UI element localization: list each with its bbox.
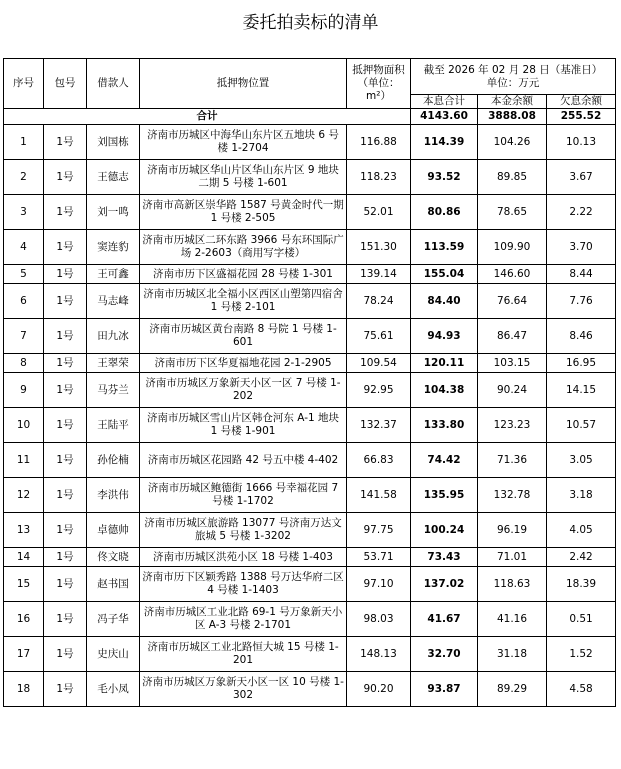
row-package: 1号 [44, 672, 87, 707]
table-row [4, 637, 616, 672]
row-borrower: 卓德帅 [87, 513, 140, 548]
page-title: 委托拍卖标的清单 [242, 13, 379, 33]
row-location: 济南市高新区崇华路 1587 号黄金时代一期 1 号楼 2-505 [140, 195, 347, 230]
row-location: 济南市历城区黄台南路 8 号院 1 号楼 1-601 [140, 319, 347, 354]
row-borrower: 刘国栋 [87, 125, 140, 160]
header-borrower: 借款人 [87, 59, 140, 109]
row-total: 133.80 [411, 408, 478, 443]
row-total: 114.39 [411, 125, 478, 160]
table-row [4, 284, 616, 319]
table-row [4, 513, 616, 548]
row-borrower: 王可鑫 [87, 265, 140, 284]
row-package: 1号 [44, 230, 87, 265]
row-interest: 7.76 [547, 284, 616, 319]
row-total: 100.24 [411, 513, 478, 548]
row-area: 66.83 [347, 443, 411, 478]
table-row [4, 672, 616, 707]
row-location: 济南市历城区万象新天小区一区 7 号楼 1-202 [140, 373, 347, 408]
row-total: 93.87 [411, 672, 478, 707]
row-borrower: 马志峰 [87, 284, 140, 319]
row-area: 78.24 [347, 284, 411, 319]
row-package: 1号 [44, 284, 87, 319]
row-area: 141.58 [347, 478, 411, 513]
row-location: 济南市历下区盛福花园 28 号楼 1-301 [140, 265, 347, 284]
row-area: 52.01 [347, 195, 411, 230]
header-interest: 欠息余额 [547, 95, 616, 109]
row-seq: 8 [4, 354, 44, 373]
row-interest: 3.70 [547, 230, 616, 265]
summary-total: 4143.60 [411, 109, 478, 125]
row-location: 济南市历城区北全福小区西区山塑第四宿舍 1 号楼 2-101 [140, 284, 347, 319]
row-area: 151.30 [347, 230, 411, 265]
row-interest: 0.51 [547, 602, 616, 637]
row-seq: 12 [4, 478, 44, 513]
row-seq: 15 [4, 567, 44, 602]
row-area: 132.37 [347, 408, 411, 443]
row-area: 98.03 [347, 602, 411, 637]
row-seq: 11 [4, 443, 44, 478]
summary-label: 合计 [4, 109, 411, 125]
row-location: 济南市历城区中海华山东片区五地块 6 号楼 1-2704 [140, 125, 347, 160]
table-row [4, 319, 616, 354]
row-borrower: 马芬兰 [87, 373, 140, 408]
header-date-unit [411, 59, 616, 95]
summary-interest: 255.52 [547, 109, 616, 125]
row-location: 济南市历城区万象新天小区一区 10 号楼 1-302 [140, 672, 347, 707]
row-total: 74.42 [411, 443, 478, 478]
row-principal: 90.24 [478, 373, 547, 408]
row-borrower: 窦连豹 [87, 230, 140, 265]
row-seq: 14 [4, 548, 44, 567]
row-total: 155.04 [411, 265, 478, 284]
row-area: 139.14 [347, 265, 411, 284]
row-location: 济南市历城区洪苑小区 18 号楼 1-403 [140, 548, 347, 567]
table-row [4, 478, 616, 513]
row-package: 1号 [44, 567, 87, 602]
row-seq: 17 [4, 637, 44, 672]
table-row [4, 230, 616, 265]
row-seq: 3 [4, 195, 44, 230]
row-principal: 132.78 [478, 478, 547, 513]
row-principal: 71.36 [478, 443, 547, 478]
row-principal: 146.60 [478, 265, 547, 284]
row-principal: 76.64 [478, 284, 547, 319]
row-borrower: 李洪伟 [87, 478, 140, 513]
row-principal: 123.23 [478, 408, 547, 443]
row-borrower: 毛小凤 [87, 672, 140, 707]
table-row [4, 567, 616, 602]
table-row [4, 195, 616, 230]
row-location: 济南市历城区工业北路恒大城 15 号楼 1-201 [140, 637, 347, 672]
row-location: 济南市历城区二环东路 3966 号东环国际广场 2-2603（商用写字楼） [140, 230, 347, 265]
row-interest: 2.42 [547, 548, 616, 567]
table-row [4, 602, 616, 637]
row-seq: 7 [4, 319, 44, 354]
row-principal: 109.90 [478, 230, 547, 265]
row-borrower: 王翠荣 [87, 354, 140, 373]
row-interest: 14.15 [547, 373, 616, 408]
row-location: 济南市历城区工业北路 69-1 号万象新天小区 A-3 号楼 2-1701 [140, 602, 347, 637]
row-borrower: 冯子华 [87, 602, 140, 637]
row-package: 1号 [44, 602, 87, 637]
auction-list-table [3, 58, 616, 707]
row-borrower: 田九冰 [87, 319, 140, 354]
row-principal: 104.26 [478, 125, 547, 160]
row-seq: 18 [4, 672, 44, 707]
row-area: 116.88 [347, 125, 411, 160]
row-interest: 10.57 [547, 408, 616, 443]
row-interest: 2.22 [547, 195, 616, 230]
row-interest: 1.52 [547, 637, 616, 672]
row-total: 104.38 [411, 373, 478, 408]
table-row [4, 548, 616, 567]
row-package: 1号 [44, 265, 87, 284]
row-area: 90.20 [347, 672, 411, 707]
row-location: 济南市历下区华夏福地花园 2-1-2905 [140, 354, 347, 373]
row-location: 济南市历城区花园路 42 号五中楼 4-402 [140, 443, 347, 478]
header-package: 包号 [44, 59, 87, 109]
row-borrower: 史庆山 [87, 637, 140, 672]
row-seq: 6 [4, 284, 44, 319]
row-package: 1号 [44, 548, 87, 567]
row-area: 148.13 [347, 637, 411, 672]
row-principal: 103.15 [478, 354, 547, 373]
row-area: 75.61 [347, 319, 411, 354]
row-package: 1号 [44, 637, 87, 672]
row-principal: 78.65 [478, 195, 547, 230]
row-principal: 86.47 [478, 319, 547, 354]
row-location: 济南市历城区鲍德街 1666 号幸福花园 7 号楼 1-1702 [140, 478, 347, 513]
header-principal: 本金余额 [478, 95, 547, 109]
row-seq: 5 [4, 265, 44, 284]
row-principal: 71.01 [478, 548, 547, 567]
row-seq: 1 [4, 125, 44, 160]
table-row [4, 160, 616, 195]
row-package: 1号 [44, 373, 87, 408]
row-borrower: 孙伦楠 [87, 443, 140, 478]
row-package: 1号 [44, 319, 87, 354]
row-package: 1号 [44, 354, 87, 373]
row-total: 41.67 [411, 602, 478, 637]
row-total: 120.11 [411, 354, 478, 373]
row-principal: 89.29 [478, 672, 547, 707]
header-unit: 单位：万元 [486, 76, 540, 89]
table-row [4, 265, 616, 284]
header-location: 抵押物位置 [140, 59, 347, 109]
row-total: 113.59 [411, 230, 478, 265]
row-package: 1号 [44, 443, 87, 478]
row-area: 92.95 [347, 373, 411, 408]
row-package: 1号 [44, 478, 87, 513]
row-total: 94.93 [411, 319, 478, 354]
table-row [4, 354, 616, 373]
header-area: 抵押物面积（单位：m²） [347, 59, 411, 109]
row-total: 80.86 [411, 195, 478, 230]
row-area: 97.75 [347, 513, 411, 548]
row-area: 53.71 [347, 548, 411, 567]
row-principal: 118.63 [478, 567, 547, 602]
row-seq: 10 [4, 408, 44, 443]
row-borrower: 刘一鸣 [87, 195, 140, 230]
row-borrower: 赵书国 [87, 567, 140, 602]
row-package: 1号 [44, 408, 87, 443]
row-total: 93.52 [411, 160, 478, 195]
row-principal: 31.18 [478, 637, 547, 672]
summary-principal: 3888.08 [478, 109, 547, 125]
row-seq: 9 [4, 373, 44, 408]
row-interest: 3.67 [547, 160, 616, 195]
row-location: 济南市历城区旅游路 13077 号济南万达文旅城 5 号楼 1-3202 [140, 513, 347, 548]
row-seq: 4 [4, 230, 44, 265]
row-seq: 2 [4, 160, 44, 195]
row-seq: 16 [4, 602, 44, 637]
row-total: 73.43 [411, 548, 478, 567]
row-principal: 89.85 [478, 160, 547, 195]
row-total: 135.95 [411, 478, 478, 513]
row-borrower: 王德志 [87, 160, 140, 195]
row-principal: 41.16 [478, 602, 547, 637]
table-row [4, 443, 616, 478]
row-area: 109.54 [347, 354, 411, 373]
row-interest: 4.58 [547, 672, 616, 707]
table-row [4, 408, 616, 443]
row-package: 1号 [44, 160, 87, 195]
table-row [4, 373, 616, 408]
row-total: 84.40 [411, 284, 478, 319]
row-borrower: 佟文晓 [87, 548, 140, 567]
table-row [4, 125, 616, 160]
header-total: 本息合计 [411, 95, 478, 109]
row-interest: 3.18 [547, 478, 616, 513]
row-seq: 13 [4, 513, 44, 548]
row-total: 32.70 [411, 637, 478, 672]
row-location: 济南市历城区华山片区华山东片区 9 地块二期 5 号楼 1-601 [140, 160, 347, 195]
row-area: 118.23 [347, 160, 411, 195]
row-interest: 8.46 [547, 319, 616, 354]
row-package: 1号 [44, 513, 87, 548]
summary-row [4, 109, 616, 125]
row-interest: 3.05 [547, 443, 616, 478]
row-principal: 96.19 [478, 513, 547, 548]
row-interest: 8.44 [547, 265, 616, 284]
row-location: 济南市历城区雪山片区韩仓河东 A-1 地块 1 号楼 1-901 [140, 408, 347, 443]
row-borrower: 王陆平 [87, 408, 140, 443]
row-interest: 4.05 [547, 513, 616, 548]
row-interest: 18.39 [547, 567, 616, 602]
row-total: 137.02 [411, 567, 478, 602]
row-interest: 16.95 [547, 354, 616, 373]
row-location: 济南市历下区颖秀路 1388 号万达华府二区 4 号楼 1-1403 [140, 567, 347, 602]
row-package: 1号 [44, 125, 87, 160]
header-seq: 序号 [4, 59, 44, 109]
row-interest: 10.13 [547, 125, 616, 160]
row-package: 1号 [44, 195, 87, 230]
row-area: 97.10 [347, 567, 411, 602]
header-date: 截至 2026 年 02 月 28 日（基准日） [423, 63, 603, 76]
